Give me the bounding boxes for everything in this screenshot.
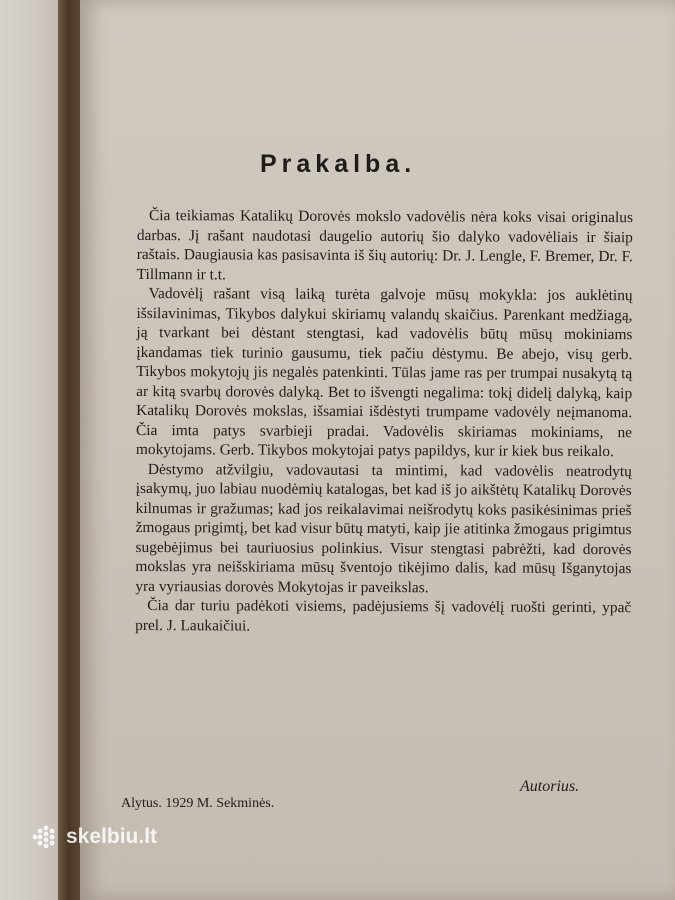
paragraph-1: Čia teikiamas Katalikų Dorovės mokslo vadovėlis nėra koks visai originalus darbas. Jį rašant naudotasi daugelio autorių šio dalyko vadovėliais ir šiaip raštais. Daugiausia kas pasisavinta iš šių autorių: Dr. J. Lengle, F. Bremer, Dr. F. Tillmann ir t.t. xyxy=(136,207,633,283)
place-date: Alytus. 1929 M. Sekminės. xyxy=(121,796,275,811)
author-signature: Autorius. xyxy=(520,778,580,795)
paragraph-3: Dėstymo atžvilgiu, vadovautasi ta mintimi, kad vadovėlis neatrodytų įsakymų, juo labiau nuodėmių katalogas, bet kad iš jo aikštėtų Katalikų Dorovės kilnumas ir gražumas; kad jos reikalavimai neišrodytų koks pasikėsinimas prieš žmogaus prigimtį, bet kad visur būtų matyti, kaip jie atitinka žmogaus prigimtus sugebėjimus bei tauriuosius polinkius. Visur stengtasi pabrėžti, kad dorovės mokslas yra neišskiriama mūsų šventojo tikėjimo dalis, kad mūsų Išganytojas yra vyriausias dorovės Mokytojas ir paveikslas. xyxy=(135,460,632,596)
page-title: Prakalba. xyxy=(260,150,417,178)
book-spine xyxy=(58,0,82,900)
paragraph-4: Čia dar turiu padėkoti visiems, padėjusiems šį vadovėlį ruošti gerinti, ypač prel. J. Laukaičiui. xyxy=(135,597,632,634)
paragraph-2: Vadovėlį rašant visą laiką turėta galvoje mūsų mokykla: jos auklėtinų išsilavinimas, Tikybos dalykui skiriamų valandų skaičius. Parenkant medžiagą, ją tvarkant bei dėstant stengtasi, kad vadovėlis būtų mūsų mokiniams įkandamas tiek turinio gausumu, tiek pačiu dėstymu. Be abejo, visų gerb. Tikybos mokytojų jis negalės patenkinti. Tūlas jame ras per trumpai nusakytą tą ar kitą svarbų dorovės dalyką. Bet to išvengti negalima: tokį didelį dalyką, kaip Katalikų Dorovės mokslas, išsamiai išdėstyti trumpame vadovėly neįmanoma. Čia imta patys svarbieji pradai. Vadovėlis skiriamas mokiniams, ne mokytojams. Gerb. Tikybos mokytojai patys papildys, kur ir kiek bus reikalo. xyxy=(135,285,633,461)
watermark xyxy=(30,822,157,852)
background-surface xyxy=(0,0,62,900)
dots-logo-icon xyxy=(30,822,60,852)
preface-body xyxy=(135,206,633,637)
watermark-text: skelbiu.lt xyxy=(66,825,158,848)
